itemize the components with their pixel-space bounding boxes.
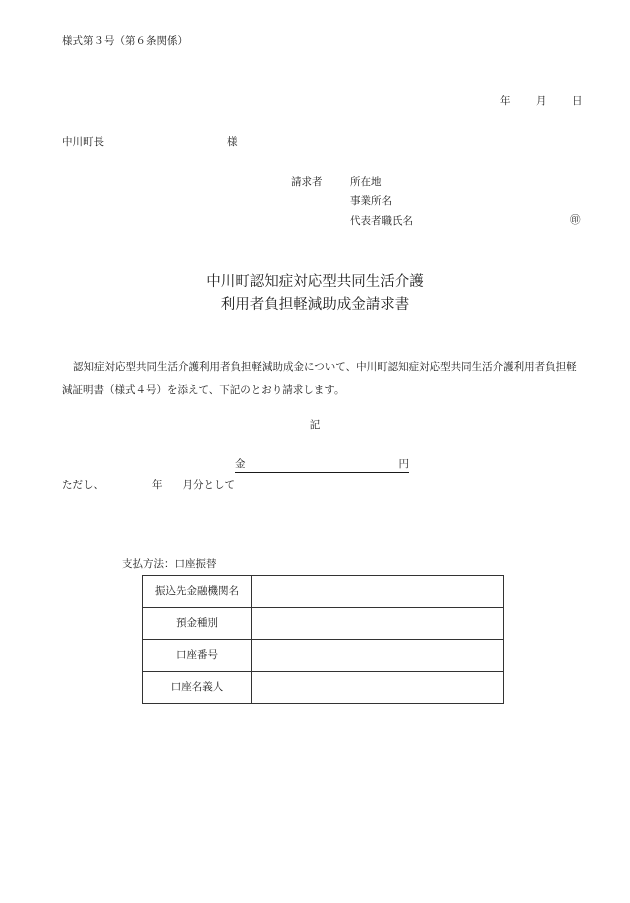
claimant-office-label: 事業所名 [350,195,392,207]
request-paragraph: 認知症対応型共同生活介護利用者負担軽減助成金について、中川町認知症対応型共同生活介護利用者負担軽減証明書（様式４号）を添えて、下記のとおり請求します。 [62,361,577,396]
account-holder-field[interactable] [252,672,504,704]
payment-method-label: 支払方法：口座振替 [122,558,217,570]
table-row [143,576,504,608]
deposit-type-field[interactable] [252,608,504,640]
amount-line [235,459,409,473]
date-month-label: 月 [536,95,547,107]
claimant-representative-label: 代表者職氏名 [350,215,413,227]
bank-name-label: 振込先金融機関名 [143,576,252,608]
proviso-lead: ただし、 [62,479,104,491]
form-number: 様式第３号（第６条関係） [62,35,188,47]
addressee-suffix: 様 [227,136,238,148]
document-title-line2: 利用者負担軽減助成金請求書 [220,297,410,313]
document-title-line1: 中川町認知症対応型共同生活介護 [206,274,424,290]
table-row [143,608,504,640]
claimant-label: 請求者 [291,176,323,188]
claimant-address-label: 所在地 [350,176,382,188]
date-day-label: 日 [572,95,583,107]
date-year-label: 年 [500,95,511,107]
table-row [143,640,504,672]
deposit-type-label: 預金種別 [143,608,252,640]
proviso-year-label: 年 [152,479,163,491]
proviso-line [62,480,235,491]
date-line [500,96,583,107]
account-number-label: 口座番号 [143,640,252,672]
record-label: 記 [309,419,321,431]
account-holder-label: 口座名義人 [143,672,252,704]
bank-name-field[interactable] [252,576,504,608]
amount-prefix: 金 [235,458,246,470]
addressee-name: 中川町長 [62,136,104,148]
proviso-suffix: 月分として [182,479,235,491]
amount-unit: 円 [398,458,409,470]
table-row [143,672,504,704]
seal-icon: ㊞ [570,214,581,226]
account-number-field[interactable] [252,640,504,672]
bank-account-table [142,575,504,704]
